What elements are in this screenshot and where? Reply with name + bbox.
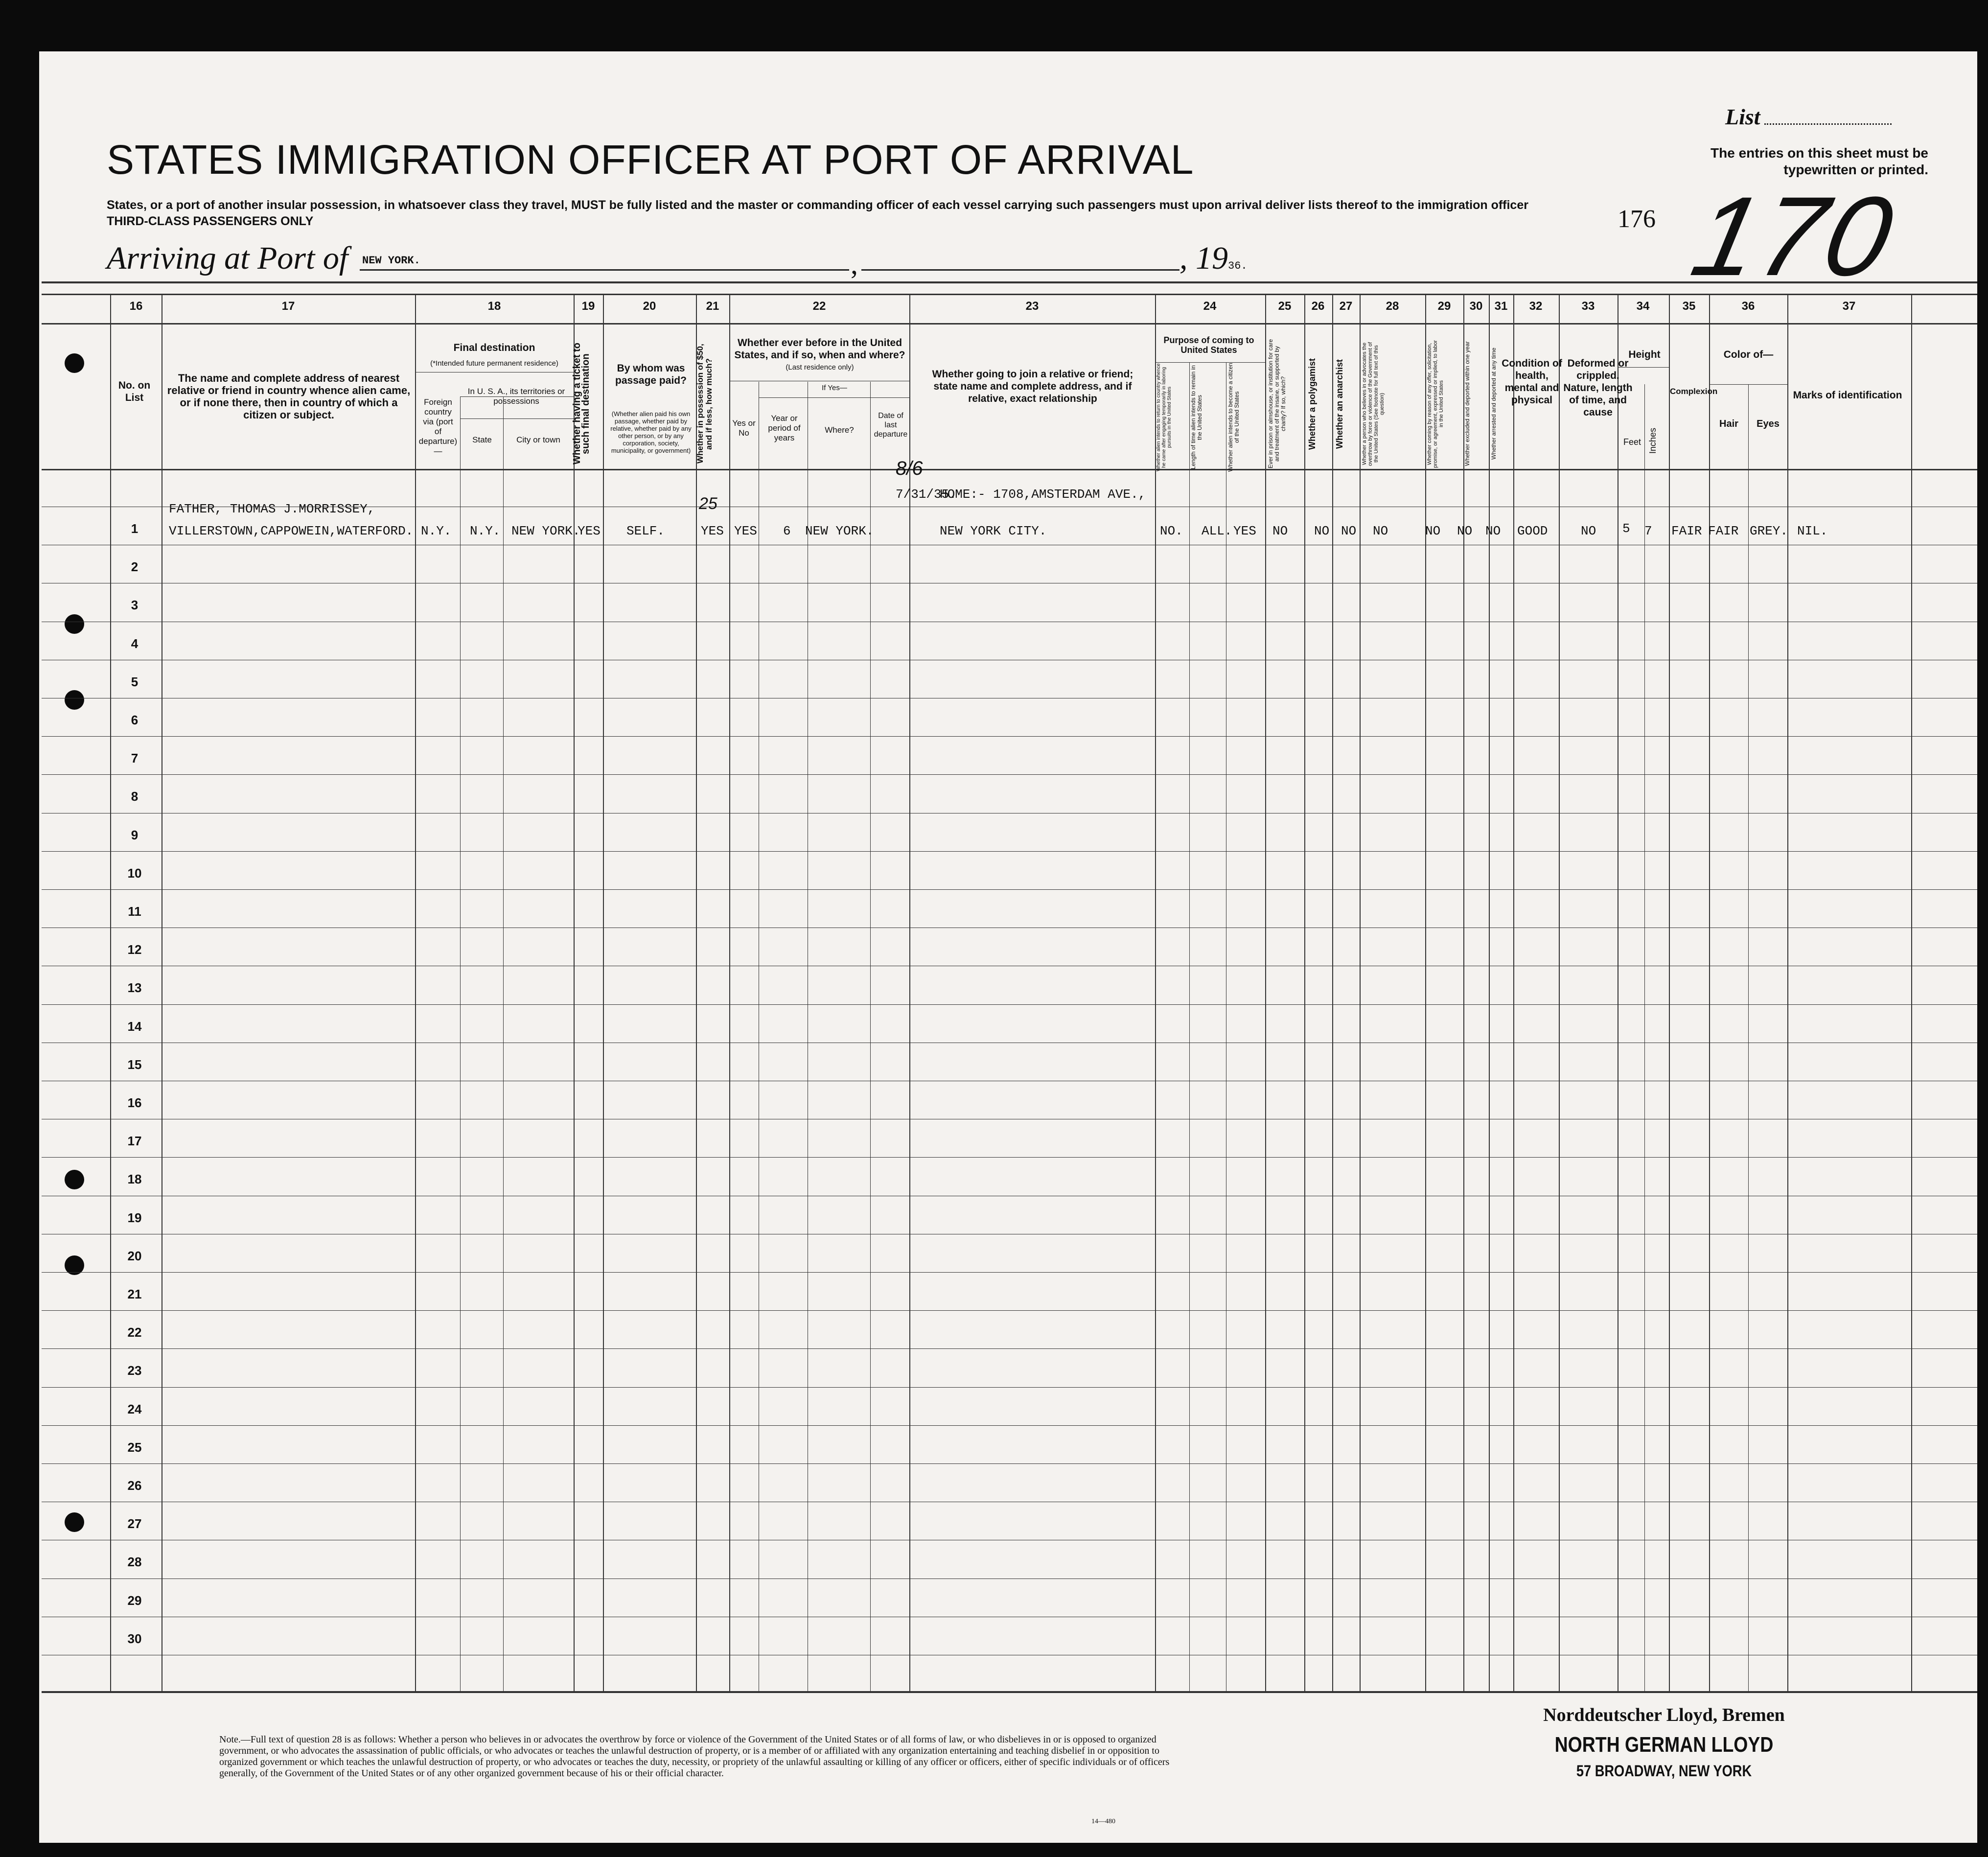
date-last: 7/31/35. [896, 487, 957, 502]
citizen: YES [1233, 524, 1256, 538]
port-value: NEW YORK. [362, 255, 420, 267]
col20-note: (Whether alien paid his own passage, whether paid by relative, whether paid by any other person, or by any corporation, society, municipality, or government) [610, 410, 692, 454]
rule-line [1709, 384, 1787, 385]
dest-state: N.Y. [470, 524, 501, 538]
rule-line [42, 851, 1977, 852]
row-number: 7 [131, 751, 139, 766]
column-number: 25 [1278, 300, 1292, 313]
rule-line [42, 281, 1977, 283]
col35-header: Complexion [1670, 387, 1718, 396]
column-rule [1463, 294, 1464, 1691]
col22-note: (Last residence only) [786, 363, 854, 371]
column-number: 29 [1437, 300, 1451, 313]
length-stay: ALL. [1202, 524, 1232, 538]
col20-header: By whom was passage paid? [615, 363, 687, 386]
col22-where: Where? [825, 425, 854, 435]
date-top: 8/6 [896, 458, 923, 479]
col34-header: Height [1628, 349, 1661, 360]
row-number: 25 [127, 1440, 142, 1455]
years: 6 [783, 524, 791, 538]
fifty: YES [701, 524, 724, 538]
column-number: 37 [1842, 300, 1856, 313]
column-rule [1911, 294, 1912, 1691]
col27-header: Whether an anarchist [1335, 359, 1344, 449]
foreign-country: N.Y. [421, 524, 452, 538]
rule-line [42, 736, 1977, 737]
column-rule [1748, 384, 1749, 1691]
port-line [360, 269, 849, 271]
hair: FAIR [1708, 524, 1739, 538]
column-rule [1489, 294, 1490, 1691]
row-number: 27 [127, 1516, 142, 1531]
column-number: 23 [1025, 300, 1039, 313]
row-number: 18 [127, 1172, 142, 1186]
row-number: 9 [131, 828, 139, 842]
row-number: 12 [127, 942, 142, 957]
column-number: 30 [1469, 300, 1483, 313]
paid-by: SELF. [626, 524, 665, 538]
column-rule [1513, 294, 1514, 1691]
column-number: 20 [643, 300, 656, 313]
column-number: 16 [129, 300, 143, 313]
before: YES [734, 524, 757, 538]
binder-hole [65, 1170, 84, 1189]
column-rule [574, 294, 575, 1691]
col22-date: Date of last departure [874, 412, 908, 439]
year-prefix: , 19 [1179, 240, 1228, 276]
year-label [1179, 240, 1248, 277]
col18-foreign: Foreign country via (port of departure)— [418, 397, 458, 456]
row-number: 6 [131, 713, 139, 727]
row-number: 20 [127, 1249, 142, 1263]
col24-length: Length of time alien intends to remain in the United States [1190, 365, 1203, 469]
column-number: 35 [1682, 300, 1696, 313]
col21-header: Whether in possession of $50, and if less, how much? [695, 344, 714, 464]
arriving-label: Arriving at Port of [107, 240, 348, 276]
rule-line [42, 1004, 1977, 1005]
rule-line [42, 469, 1977, 470]
feet: 5 [1622, 521, 1630, 536]
column-rule [1304, 294, 1305, 1691]
date-line [861, 269, 1179, 271]
column-number: 34 [1636, 300, 1650, 313]
col18-note: (*Intended future permanent residence) [430, 359, 558, 368]
return-temp: NO. [1160, 524, 1183, 538]
rule-line [42, 774, 1977, 775]
column-number: 21 [706, 300, 719, 313]
col31-header: Whether arrested and deported at any time [1490, 348, 1497, 460]
page-title: STATES IMMIGRATION OFFICER AT PORT OF ARRIVAL [107, 137, 1194, 183]
column-rule [1425, 294, 1426, 1691]
column-number: 32 [1529, 300, 1543, 313]
col19-header: Whether having a ticket to such final destination [572, 343, 591, 465]
column-rule [1559, 294, 1560, 1691]
row-number: 23 [127, 1363, 142, 1378]
q25: NO [1272, 524, 1288, 538]
row-number: 11 [128, 904, 141, 919]
col18-usa: In U. S. A., its territories or possessions [467, 387, 565, 406]
fifty-note: 25 [699, 494, 717, 513]
col37-header: Marks of identification [1793, 390, 1902, 401]
q28: NO [1373, 524, 1388, 538]
dest-city: NEW YORK. [511, 524, 580, 538]
column-number: 28 [1386, 300, 1399, 313]
eyes: GREY. [1750, 524, 1788, 538]
footnote: Note.—Full text of question 28 is as follows: Whether a person who believes in or advocates the overthrow by force or violence of the Government of the United States or of all forms of law, or who disbelieves in or is opposed to organized government, or who advocates the assassination of public officials, or who advocates or teaches the unlawful destruction of property, or is a member of or affiliated with any organization entertaining and teaching disbelief in or opposition to organized government or which teaches the unlawful destruction of property, or who advocates or teaches the duty, necessity, or propriety of the unlawful assaulting or killing of any officer or officers, either of specific individuals or of officers generally, of the Government of the United States or of any other organized government because of his or their official character. [219, 1734, 1170, 1779]
rule-line [42, 1463, 1977, 1464]
row-number: 24 [127, 1402, 142, 1416]
column-rule [1189, 362, 1190, 1691]
row-number: 21 [127, 1287, 142, 1301]
complexion: FAIR [1671, 524, 1702, 538]
row-number: 5 [131, 674, 139, 689]
column-rule [1787, 294, 1788, 1691]
rule-line [42, 1425, 1977, 1426]
row-number: 14 [127, 1019, 142, 1034]
col23-header: Whether going to join a relative or friend; state name and complete address, and if relative, exact relationship [932, 369, 1133, 404]
column-number: 19 [581, 300, 595, 313]
q29: NO [1425, 524, 1441, 538]
column-number: 26 [1311, 300, 1325, 313]
column-rule [110, 294, 111, 1691]
col22-year: Year or period of years [768, 414, 801, 442]
col34-feet: Feet [1623, 437, 1641, 447]
row-number: 4 [131, 636, 139, 651]
col16-header: No. on List [118, 380, 151, 403]
health: GOOD [1517, 524, 1548, 538]
row-number: 17 [127, 1134, 142, 1148]
column-rule [1669, 294, 1670, 1691]
handwritten-list-number: 170 [1682, 173, 1906, 299]
column-number: 27 [1339, 300, 1353, 313]
column-number: 36 [1741, 300, 1755, 313]
column-rule [503, 396, 504, 1691]
marks: NIL. [1797, 524, 1828, 538]
deformed: NO [1581, 524, 1596, 538]
rule-line [42, 323, 1977, 325]
list-label: List [1725, 104, 1760, 129]
relative-line2: VILLERSTOWN,CAPPOWEIN,WATERFORD. [169, 524, 414, 538]
column-rule [729, 294, 730, 1691]
col34-inches: Inches [1648, 427, 1658, 454]
col17-header: The name and complete address of nearest relative or friend in country whence alien came, or if none there, then in country of which a citizen or subject. [167, 372, 411, 421]
row-number: 15 [127, 1057, 142, 1072]
binder-hole [65, 1512, 84, 1532]
col25-header: Ever in prison or almshouse, or institution for care and treatment of the insane, or supported by charity? If so, which? [1267, 339, 1287, 469]
row-number: 16 [127, 1095, 142, 1110]
q26: NO [1314, 524, 1330, 538]
where: NEW YORK. [805, 524, 874, 538]
col24-header: Purpose of coming to United States [1163, 335, 1254, 355]
col36-hair: Hair [1719, 418, 1738, 429]
column-number: 33 [1581, 300, 1595, 313]
binder-hole [65, 353, 84, 373]
inches: 7 [1644, 524, 1652, 538]
column-number: 31 [1494, 300, 1508, 313]
rule-line [42, 1348, 1977, 1349]
column-rule [1155, 294, 1156, 1691]
binder-hole [65, 690, 84, 710]
sheet-number: 176 [1618, 205, 1656, 233]
column-rule [696, 294, 697, 1691]
rule-line [759, 397, 909, 398]
col24-return: Whether alien intends to return to country whence he came after engaging temporarily in laboring pursuits in the United States [1156, 363, 1172, 471]
rule-line [42, 889, 1977, 890]
instructions-text: States, or a port of another insular possession, in whatsoever class they travel, MUST be fully listed and the master or commanding officer of each vessel carrying such passengers must upon arrival deliver lists thereof to the immigration officer [107, 198, 1528, 212]
row-number: 30 [127, 1631, 142, 1646]
rule-line [42, 1272, 1977, 1273]
column-number: 17 [281, 300, 295, 313]
column-rule [909, 294, 910, 1691]
row-number: 2 [131, 559, 139, 574]
rule-line [42, 1578, 1977, 1579]
col22-ifyes: If Yes— [822, 384, 847, 392]
comma: , [851, 248, 858, 280]
column-rule [460, 396, 461, 1691]
col28-header: Whether a person who believes in or advocates the overthrow by force or violence of the Government of the United States (See footnote for full text of this question) [1362, 342, 1385, 466]
col18-header: Final destination [453, 342, 535, 353]
column-number: 22 [812, 300, 826, 313]
col30-header: Whether excluded and deported within one year [1464, 341, 1471, 466]
join-line1: HOME:- 1708,AMSTERDAM AVE., [940, 487, 1146, 502]
row-number: 19 [127, 1210, 142, 1225]
stamp-line1: Norddeutscher Lloyd, Bremen [1543, 1705, 1785, 1725]
ticket: YES [578, 524, 601, 538]
binder-hole [65, 614, 84, 634]
rule-line [42, 1157, 1977, 1158]
stamp-line2: NORTH GERMAN LLOYD [1554, 1733, 1774, 1757]
column-rule [1644, 384, 1645, 1691]
col29-header: Whether coming by reason of any offer, solicitation, promise, or agreement, expressed or implied, to labor in the United States [1427, 340, 1444, 468]
row-number: 8 [131, 789, 139, 804]
class-label: THIRD-CLASS PASSENGERS ONLY [107, 214, 314, 228]
col22-header: Whether ever before in the United States, and if so, when and where? [734, 337, 905, 361]
year-suffix: 36. [1228, 260, 1248, 272]
row-number: 10 [127, 866, 142, 881]
stamp-line3: 57 BROADWAY, NEW YORK [1576, 1762, 1752, 1780]
join-line2: NEW YORK CITY. [940, 524, 1047, 538]
row-number: 26 [127, 1478, 142, 1493]
row-number: 28 [127, 1555, 142, 1569]
row-number: 13 [127, 980, 142, 995]
rule-line [42, 1387, 1977, 1388]
rule-line [42, 1310, 1977, 1311]
column-rule [1332, 294, 1333, 1691]
col32-header: Condition of health, mental and physical [1502, 358, 1562, 406]
relative-line1: FATHER, THOMAS J.MORRISSEY, [169, 502, 375, 516]
col18-city: City or town [516, 435, 560, 444]
list-line [1764, 123, 1892, 125]
col22-yesno: Yes or No [732, 418, 756, 438]
column-rule [415, 294, 416, 1691]
column-rule [1360, 294, 1361, 1691]
rule-line [42, 1691, 1977, 1693]
entries-note: The entries on this sheet must be typewritten or printed. [1711, 145, 1928, 177]
column-rule [1709, 294, 1710, 1691]
form-number: 14—480 [1091, 1818, 1115, 1825]
column-rule [870, 382, 871, 1691]
manifest-sheet [39, 51, 1977, 1843]
col18-state: State [472, 435, 492, 444]
col26-header: Whether a polygamist [1307, 358, 1317, 450]
rule-line [42, 294, 1977, 295]
row-number: 29 [127, 1593, 142, 1608]
q27: NO [1341, 524, 1357, 538]
col36-eyes: Eyes [1757, 418, 1780, 429]
column-rule [1265, 294, 1266, 1691]
q31: NO [1485, 524, 1501, 538]
row-number: 3 [131, 598, 139, 612]
row-number: 22 [127, 1325, 142, 1340]
row-number: 1 [131, 521, 139, 536]
col33-header: Deformed or crippled. Nature, length of time, and cause [1563, 358, 1633, 418]
column-number: 18 [487, 300, 501, 313]
column-number: 24 [1203, 300, 1217, 313]
q30: NO [1457, 524, 1473, 538]
column-rule [603, 294, 604, 1691]
rule-line [460, 418, 574, 419]
col36-header: Color of— [1723, 349, 1774, 360]
col24-citizen: Whether alien intends to become a citizen of the United States [1227, 363, 1240, 472]
